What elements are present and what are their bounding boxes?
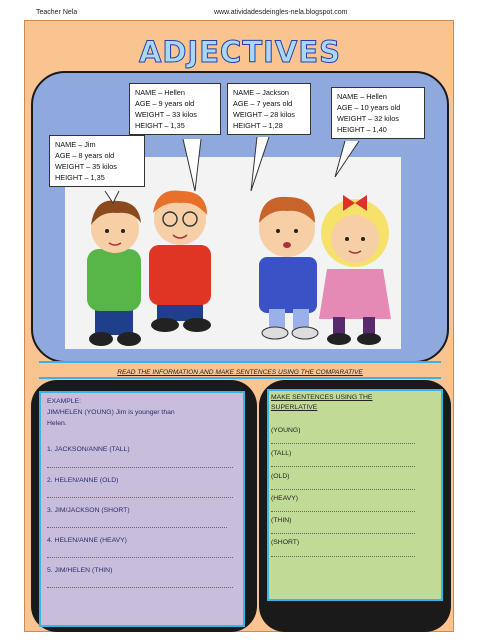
answer-line[interactable] bbox=[47, 497, 233, 498]
superlative-item: (THIN) bbox=[271, 517, 292, 524]
superlative-item: (HEAVY) bbox=[271, 495, 299, 502]
teacher-name: Teacher Nela bbox=[36, 9, 78, 16]
example-line-1: JIM/HELEN (YOUNG) Jim is younger than bbox=[47, 409, 175, 416]
answer-line[interactable] bbox=[47, 587, 233, 588]
info-bubble-jim: NAME – Jim AGE – 8 years old WEIGHT – 35 kilos HEIGHT – 1,35 bbox=[49, 135, 145, 187]
comparative-item: 5. JIM/HELEN (THIN) bbox=[47, 567, 113, 574]
superlative-heading: MAKE SENTENCES USING THE bbox=[271, 394, 373, 401]
superlative-heading: SUPERLATIVE bbox=[271, 404, 318, 411]
answer-line[interactable] bbox=[271, 443, 415, 444]
blog-url: www.atividadesdeingles-nela.blogspot.com bbox=[214, 9, 348, 16]
child-jim bbox=[87, 201, 141, 347]
info-bubble-jackson: NAME – Jackson AGE – 7 years old WEIGHT – 28 kilos HEIGHT – 1,28 bbox=[227, 83, 311, 135]
answer-line[interactable] bbox=[271, 556, 415, 557]
answer-line[interactable] bbox=[271, 511, 415, 512]
divider-top bbox=[39, 361, 441, 363]
example-label: EXAMPLE: bbox=[47, 398, 81, 405]
answer-line[interactable] bbox=[271, 489, 415, 490]
comparative-item: 4. HELEN/ANNE (HEAVY) bbox=[47, 537, 127, 544]
divider-bottom bbox=[39, 377, 441, 379]
worksheet-page bbox=[24, 20, 454, 632]
comparative-item: 3. JIM/JACKSON (SHORT) bbox=[47, 507, 130, 514]
superlative-item: (TALL) bbox=[271, 450, 292, 457]
comparative-item: 2. HELEN/ANNE (OLD) bbox=[47, 477, 119, 484]
superlative-item: (SHORT) bbox=[271, 539, 300, 546]
answer-line[interactable] bbox=[47, 467, 233, 468]
answer-line[interactable] bbox=[271, 533, 415, 534]
superlative-item: (YOUNG) bbox=[271, 427, 301, 434]
answer-line[interactable] bbox=[271, 466, 415, 467]
comparative-item: 1. JACKSON/ANNE (TALL) bbox=[47, 446, 130, 453]
info-bubble-hellen-2: NAME – Hellen AGE – 10 years old WEIGHT – 32 kilos HEIGHT – 1,40 bbox=[331, 87, 425, 139]
answer-line[interactable] bbox=[47, 527, 227, 528]
answer-line[interactable] bbox=[47, 557, 233, 558]
bubble-tails bbox=[25, 21, 455, 221]
example-line-2: Helen. bbox=[47, 420, 67, 427]
superlative-item: (OLD) bbox=[271, 473, 290, 480]
page-title: ADJECTIVES bbox=[138, 35, 342, 69]
instructions: READ THE INFORMATION AND MAKE SENTENCES USING THE COMPARATIVE bbox=[117, 369, 363, 376]
info-bubble-hellen: NAME – Hellen AGE – 9 years old WEIGHT – 33 kilos HEIGHT – 1,35 bbox=[129, 83, 221, 135]
